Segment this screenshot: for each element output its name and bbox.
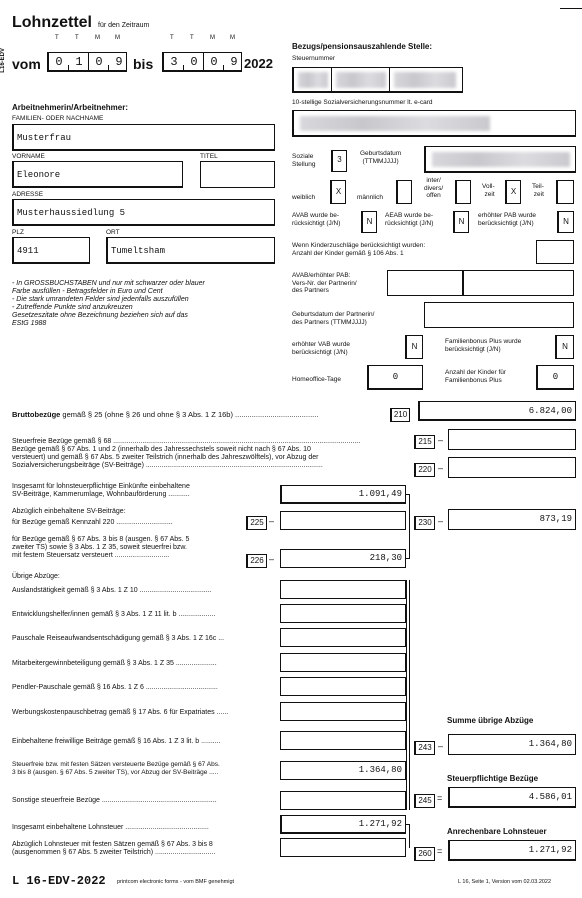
adresse-label: ADRESSE (12, 191, 44, 198)
uebrige-item-label: Pauschale Reiseaufwandsentschädigung gemäß § 3 Abs. 1 Z 16c ... (12, 635, 225, 642)
uebrige-item-field[interactable] (280, 604, 406, 623)
bracket-260 (409, 824, 410, 848)
partner-svnr-line: des Partners (292, 287, 329, 294)
kinder-line: Wenn Kinderzuschläge berücksichtigt wurden: (292, 242, 426, 249)
voll-line: Voll- (482, 183, 495, 190)
adresse-value: Musterhaussiedlung 5 (17, 208, 126, 218)
bezuege-67-line: Bezüge gemäß § 67 Abs. 1 und 2 (innerhalb des Jahressechstels soweit nicht nach § 67 Abs. 10 (12, 446, 311, 453)
inter-line: offen (426, 192, 441, 199)
vab-line: erhöhter VAB wurde (292, 341, 351, 348)
uebrige-item-label: Auslandstätigkeit gemäß § 3 Abs. 1 Z 10 ..................................... (12, 587, 212, 594)
fabo-kinder-field[interactable]: 0 (536, 365, 574, 390)
kz225-label: für Bezüge gemäß Kennzahl 220 ............................. (12, 519, 173, 526)
ttmm-letter: M (95, 35, 100, 41)
kz226-label (12, 536, 189, 560)
festsatz-line: 3 bis 8 (ausgen. § 67 Abs. 5 zweiter TS), vor Abzug der SV-Beiträge ..... (12, 768, 219, 776)
printcom-note: printcom electronic forms - vom BMF genehmigt (117, 879, 235, 885)
partner-geb-line: des Partners (TTMMJJJJ) (292, 318, 367, 326)
note-line: - Die stark umrandeten Felder sind jedenfalls auszufüllen (12, 296, 189, 303)
sv-insgesamt-label (12, 483, 190, 499)
festsatz-field[interactable] (280, 761, 406, 780)
kz260-value: 1.271,92 (528, 845, 572, 855)
note-line: - Zutreffende Punkte sind anzukreuzen (12, 304, 133, 311)
kz-220: 220 (414, 463, 435, 477)
ort-field[interactable] (106, 237, 275, 264)
vorname-value: Eleonore (17, 170, 61, 180)
kinder-line: Anzahl der Kinder gemäß § 106 Abs. 1 (292, 249, 404, 257)
bis-label: bis (133, 56, 154, 72)
fabo-kinder-line: Familienbonus Plus (445, 376, 502, 384)
kz226-field[interactable] (280, 549, 406, 568)
inter-line: divers/ (424, 184, 444, 192)
fabo-line: Familienbonus Plus wurde (445, 338, 522, 345)
lst-insgesamt-value: 1.271,92 (358, 819, 402, 829)
bezuege-67-line: versteuert) und gemäß § 67 Abs. 5 zweiter Teilstrich (innerhalb des Jahreszwölftels), vor Abzug der (12, 454, 319, 461)
kz243-value: 1.364,80 (528, 739, 572, 749)
digit-separator (108, 65, 109, 71)
ort-label: ORT (106, 229, 120, 236)
stelle-title: Bezugs/pensionsauszahlende Stelle: (292, 42, 433, 51)
soziale-stellung-field[interactable]: 3 (331, 150, 347, 172)
vab-field[interactable]: N (405, 335, 423, 359)
fabo-label (445, 338, 521, 353)
kz-245: 245 (414, 794, 435, 808)
uebrige-item-label: Pendler-Pauschale gemäß § 16 Abs. 1 Z 6 ..................................... (12, 684, 218, 691)
adresse-field[interactable] (12, 199, 275, 226)
steuernummer-label: Steuernummer (292, 55, 335, 62)
to-date-field[interactable] (162, 52, 242, 72)
to-date-digit: 0 (190, 55, 198, 69)
note-line: EStG 1988 (12, 320, 47, 327)
vorname-field[interactable] (12, 161, 183, 188)
minus-220: – (438, 463, 444, 473)
kz-210: 210 (390, 408, 410, 422)
lst-insgesamt-label: Insgesamt einbehaltene Lohnsteuer ........................................... (12, 824, 209, 831)
digit-separator (183, 65, 184, 71)
kinder-label (292, 242, 425, 257)
inter-checkbox[interactable] (455, 180, 471, 204)
soziale-line: Soziale (292, 153, 314, 160)
kz226-line: für Bezüge gemäß § 67 Abs. 3 bis 8 (ausgen. § 67 Abs. 5 (12, 536, 190, 543)
festsatz-line: Steuerfreie bzw. mit festen Sätzen versteuerte Bezüge gemäß § 67 Abs. (12, 761, 220, 768)
from-date-digit: 1 (75, 55, 83, 69)
plz-value: 4911 (17, 246, 39, 256)
soziale-stellung-label (292, 153, 316, 168)
vab-line: berücksichtigt (J/N) (292, 348, 348, 356)
vab-label (292, 341, 350, 356)
steuerfrei-68-label: Steuerfreie Bezüge gemäß § 68 ............................................................................................................................... (12, 438, 361, 445)
lst-abz-line: Abzüglich Lohnsteuer mit festen Sätzen gemäß § 67 Abs. 3 bis 8 (12, 841, 213, 848)
vorname-label: VORNAME (12, 153, 45, 160)
bracket-230-bottom (406, 558, 410, 559)
soziale-line: Stellung (292, 160, 316, 168)
bezuege-67-line: Sozialversicherungsbeiträge (SV-Beiträge) ........................................................................................... (12, 462, 323, 469)
minus-230: – (438, 516, 444, 526)
summe-title: Summe übrige Abzüge (447, 716, 534, 725)
familienname-label: FAMILIEN- ODER NACHNAME (12, 115, 104, 122)
pab-field[interactable]: N (557, 211, 574, 233)
digit-separator (223, 65, 224, 71)
uebrige-item-field[interactable] (280, 628, 406, 647)
geburtsdatum-line: Geburtsdatum (360, 150, 402, 157)
minus-243: – (438, 741, 444, 751)
partner-geb-field[interactable] (424, 302, 574, 328)
uebrige-item-field[interactable] (280, 731, 406, 750)
plz-field[interactable] (12, 237, 90, 264)
geburtsdatum-label (360, 150, 401, 165)
uebrige-item-label: Einbehaltene freiwillige Beiträge gemäß § 16 Abs. 1 Z 3 lit. b .......... (12, 738, 221, 745)
sv-insgesamt-line: Insgesamt für lohnsteuerpflichtige Einkünfte einbehaltene (12, 483, 190, 490)
to-date-digit: 3 (170, 55, 178, 69)
ttmm-letter: T (55, 35, 59, 41)
lst-abz-line: (ausgenommen § 67 Abs. 5 zweiter Teilstrich) ............................... (12, 849, 216, 856)
kz-225: 225 (246, 516, 267, 530)
titel-field[interactable] (200, 161, 275, 188)
voll-line: zeit (484, 190, 495, 198)
brutto-field[interactable] (418, 401, 576, 421)
avab-field[interactable]: N (361, 211, 377, 233)
year-label: 2022 (244, 56, 273, 71)
weiblich-label: weiblich (292, 194, 316, 201)
kz243-field[interactable] (448, 734, 576, 755)
ttmm-letter: T (170, 35, 174, 41)
brutto-value: 6.824,00 (528, 406, 572, 416)
teilzeit-label (532, 183, 544, 198)
vom-label: vom (12, 56, 41, 72)
brutto-label: Bruttobezüge gemäß § 25 (ohne § 26 und ohne § 3 Abs. 1 Z 16b) ........................................ (12, 410, 319, 419)
form-id: L 16-EDV-2022 (12, 874, 106, 888)
to-date-digit: 9 (230, 55, 238, 69)
kz-226: 226 (246, 554, 267, 568)
pab-line: berücksichtigt (J/N) (478, 219, 534, 227)
kz225-field[interactable] (280, 511, 406, 530)
zeitraum-label: für den Zeitraum (98, 22, 150, 29)
sv-insgesamt-value: 1.091,49 (358, 489, 402, 499)
employee-section-title: Arbeitnehmerin/Arbeitnehmer: (12, 103, 129, 112)
geburtsdatum-line: (TTMMJJJJ) (362, 157, 399, 165)
inter-label (424, 177, 443, 200)
aeab-field[interactable]: N (453, 211, 469, 233)
festsatz-value: 1.364,80 (358, 765, 402, 775)
digit-separator (68, 65, 69, 71)
steuerfrei-68-field[interactable] (448, 429, 576, 450)
uebrige-item-label: Entwicklungshelfer/innen gemäß § 3 Abs. 1 Z 11 lit. b ................... (12, 611, 216, 618)
svnr-label: 10-stellige Sozialversicherungsnummer lt. e-card (292, 99, 433, 106)
partner-geb-line: Geburtsdatum der Partnerin/ (292, 311, 375, 318)
avab-label (292, 212, 340, 227)
form-title: Lohnzettel (12, 14, 92, 31)
uebrige-item-label: Mitarbeitergewinnbeteiligung gemäß § 3 Abs. 1 Z 35 ..................... (12, 660, 217, 667)
familienname-value: Musterfrau (17, 133, 72, 143)
ttmm-letter: M (230, 35, 235, 41)
partner-svnr-label (292, 272, 357, 295)
sv-abzueglich-label: Abzüglich einbehaltene SV-Beiträge: (12, 508, 126, 515)
festsatz-label (12, 761, 220, 776)
anrechenbar-title: Anrechenbare Lohnsteuer (447, 827, 547, 836)
titel-label: TITEL (200, 153, 218, 160)
bezuege-67-label (12, 446, 323, 470)
ttmm-letter: T (75, 35, 79, 41)
note-line: - In GROSSBUCHSTABEN und nur mit schwarzer oder blauer (12, 280, 205, 287)
kz-215: 215 (414, 435, 435, 449)
maennlich-checkbox[interactable] (396, 180, 412, 204)
uebrige-item-field[interactable] (280, 702, 406, 721)
sv-insgesamt-line: SV-Beiträge, Kammerumlage, Wohnbauförderung ........... (12, 491, 190, 498)
uebrige-item-field[interactable] (280, 580, 406, 599)
lst-insgesamt-field[interactable] (280, 815, 406, 834)
avab-line: rücksichtigt (J/N) (292, 219, 341, 227)
avab-line: AVAB wurde be- (292, 212, 340, 219)
partner-geb-label (292, 311, 374, 326)
kz-243: 243 (414, 741, 435, 755)
vollzeit-checkbox[interactable]: X (505, 180, 521, 204)
pab-line: erhöhter PAB wurde (478, 212, 537, 219)
note-line: Gesetzeszitate ohne Bezeichnung beziehen sich auf das (12, 312, 188, 319)
homeoffice-label: Homeoffice-Tage (292, 376, 342, 383)
kz226-line: zweiter TS) sowie § 3 Abs. 1 Z 35, soweit steuerfrei bzw. (12, 544, 187, 551)
svnr-field[interactable] (292, 110, 576, 137)
uebrige-item-label: Werbungskostenpauschbetrag gemäß § 17 Abs. 6 für Expatriates ...... (12, 709, 229, 716)
steuernummer-field[interactable] (292, 67, 463, 93)
bracket-230 (409, 494, 410, 559)
pab-label (478, 212, 536, 227)
partner-svnr-line: Vers-Nr. der Partnerin/ (292, 279, 357, 287)
kz-230: 230 (414, 516, 435, 530)
ttmm-letter: T (190, 35, 194, 41)
maennlich-label: männlich (357, 194, 384, 201)
sonstige-label: Sonstige steuerfreie Bezüge ........................................................... (12, 797, 217, 804)
fabo-line: berücksichtigt (J/N) (445, 345, 501, 353)
digit-separator (203, 53, 204, 71)
ort-value: Tumeltsham (111, 246, 166, 256)
kz226-line: mit festem Steuersatz versteuert ............................ (12, 552, 170, 559)
instructions-notes (12, 280, 205, 328)
sonstige-field[interactable] (280, 791, 406, 810)
kz226-value: 218,30 (369, 553, 402, 563)
kinder-field[interactable] (536, 240, 574, 264)
teil-line: zeit (533, 190, 544, 198)
digit-separator (88, 53, 89, 71)
fabo-field[interactable]: N (555, 335, 574, 359)
version-note: L 16, Seite 1, Version vom 02.03.2022 (458, 879, 552, 885)
kz230-value: 873,19 (539, 514, 572, 524)
ttmm-letter: M (115, 35, 120, 41)
lst-abz-label (12, 841, 215, 857)
kz245-field[interactable] (448, 787, 576, 808)
weiblich-checkbox[interactable]: X (330, 180, 346, 204)
uebrige-item-field[interactable] (280, 653, 406, 672)
equals-260: = (437, 846, 443, 856)
to-date-digit: 0 (210, 55, 218, 69)
corner-mark (560, 8, 582, 9)
sv-insgesamt-field[interactable] (280, 485, 406, 504)
from-date-digit: 0 (95, 55, 103, 69)
partner-svnr-line: AVAB/erhöhter PAB: (292, 272, 351, 279)
stpfl-title: Steuerpflichtige Bezüge (447, 774, 539, 783)
inter-line: inter/ (426, 177, 441, 184)
lst-abz-field[interactable] (280, 838, 406, 857)
from-date-digit: 0 (55, 55, 63, 69)
from-date-field[interactable] (47, 52, 127, 72)
ttmm-letter: M (210, 35, 215, 41)
fabo-kinder-line: Anzahl der Kinder für (445, 369, 507, 376)
uebrige-title: Übrige Abzüge: (12, 573, 60, 580)
uebrige-item-field[interactable] (280, 677, 406, 696)
kz245-value: 4.586,01 (528, 792, 572, 802)
teilzeit-checkbox[interactable] (556, 180, 574, 204)
geburtsdatum-field[interactable] (424, 146, 576, 173)
minus-215: – (438, 435, 444, 445)
bezuege-67-field[interactable] (448, 457, 576, 478)
bracket-243-inner (409, 580, 410, 810)
note-line: Farbe ausfüllen - Betragsfelder in Euro und Cent (12, 288, 163, 295)
aeab-line: rücksichtigt (J/N) (385, 219, 434, 227)
kz-260: 260 (414, 847, 435, 861)
plz-label: PLZ (12, 229, 24, 236)
aeab-label (385, 212, 433, 227)
minus-226: – (269, 554, 275, 564)
kz230-field[interactable] (448, 509, 576, 530)
from-date-digit: 9 (115, 55, 123, 69)
equals-245: = (437, 793, 443, 803)
partner-svnr-field[interactable] (387, 270, 574, 296)
homeoffice-field[interactable]: 0 (367, 365, 423, 390)
kz260-field[interactable] (448, 840, 576, 861)
minus-225: – (269, 516, 275, 526)
aeab-line: AEAB wurde be- (385, 212, 434, 219)
side-text: L16-EDV (0, 48, 6, 73)
familienname-field[interactable] (12, 124, 275, 151)
vollzeit-label (482, 183, 495, 198)
bracket-243 (406, 580, 407, 810)
teil-line: Teil- (532, 183, 544, 190)
fabo-kinder-label (445, 369, 506, 384)
